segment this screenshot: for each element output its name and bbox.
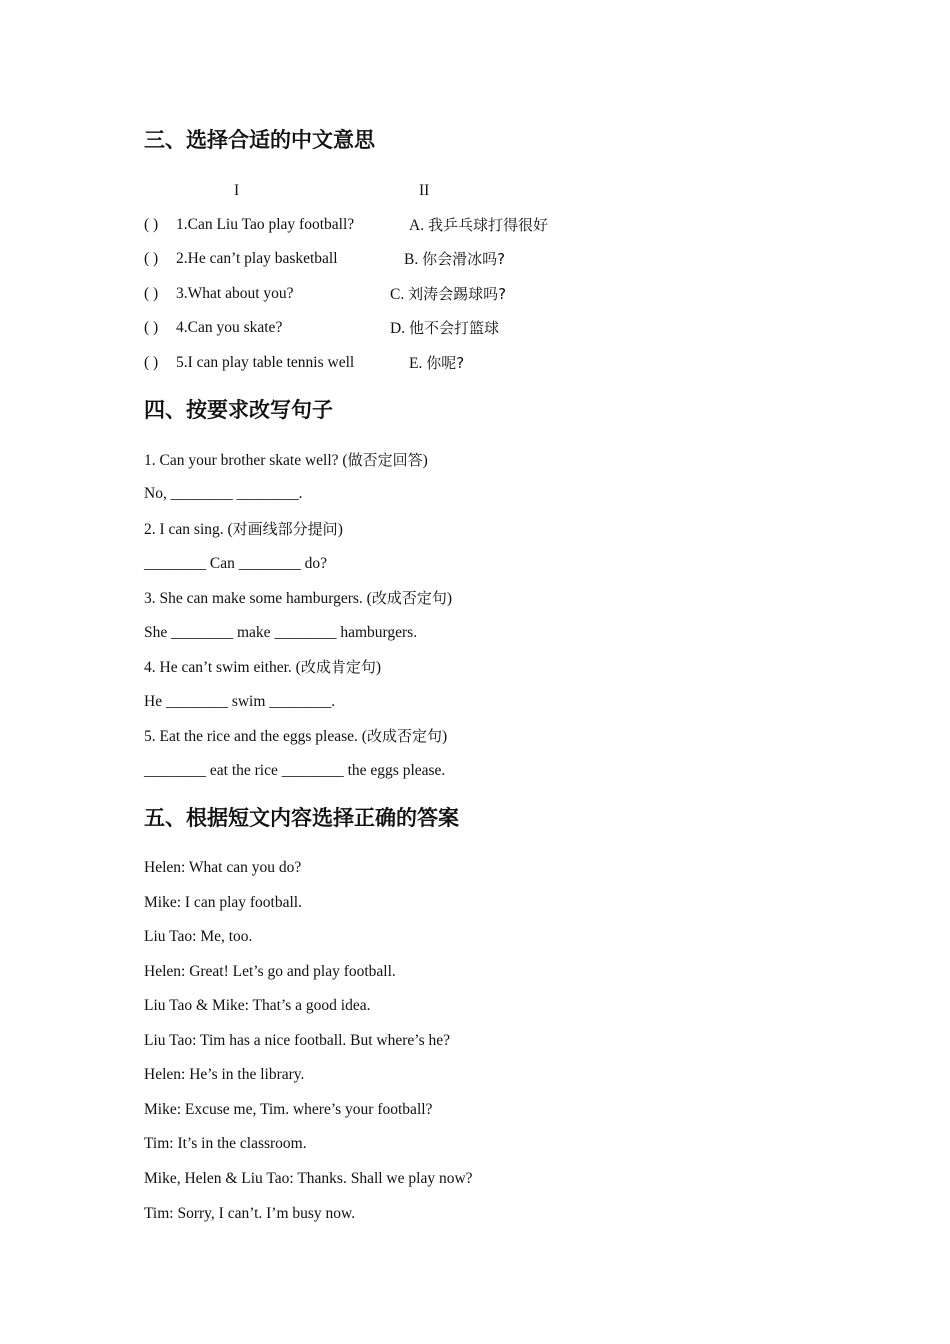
answer-blank[interactable]: ( ) (144, 216, 159, 233)
match-option-e (409, 352, 464, 375)
question-text: 2. I can sing. ( (144, 521, 233, 538)
question-text: 3.What about you? (176, 285, 294, 302)
option-letter: C. (390, 286, 405, 303)
section3-title: 三、选择合适的中文意思 (144, 128, 375, 152)
question-text: 5. Eat the rice and the eggs please. ( (144, 728, 367, 745)
dialogue-line: Mike: I can play football. (144, 894, 302, 911)
rewrite-question-3 (144, 587, 452, 610)
dialogue-line: Tim: It’s in the classroom. (144, 1135, 307, 1152)
question-text: 1. Can your brother skate well? ( (144, 452, 348, 469)
section5-title: 五、根据短文内容选择正确的答案 (144, 806, 459, 830)
rewrite-question-2 (144, 518, 343, 541)
option-text: 我乒乓球打得很好 (427, 216, 548, 234)
column-header-2: II (419, 182, 430, 199)
dialogue-line: Helen: He’s in the library. (144, 1066, 305, 1083)
question-text: 4.Can you skate? (176, 319, 283, 336)
answer-blank[interactable]: ( ) (144, 250, 159, 267)
answer-blank[interactable]: ( ) (144, 354, 159, 371)
match-option-d (390, 317, 499, 340)
match-question-1 (144, 214, 354, 236)
instruction-text: 做否定回答 (347, 451, 423, 469)
rewrite-question-5 (144, 725, 447, 748)
question-text: 1.Can Liu Tao play football? (176, 216, 355, 233)
rewrite-question-1 (144, 449, 428, 472)
option-letter: B. (404, 251, 419, 268)
question-text: 5.I can play table tennis well (176, 354, 355, 371)
answer-blank[interactable]: ( ) (144, 319, 159, 336)
instruction-text: 改成否定句 (371, 589, 447, 607)
question-text: 3. She can make some hamburgers. ( (144, 590, 372, 607)
dialogue-line: Helen: Great! Let’s go and play football. (144, 963, 396, 980)
instruction-text: 改成肯定句 (300, 658, 376, 676)
question-text: 4. He can’t swim either. ( (144, 659, 301, 676)
instruction-text: 改成否定句 (366, 727, 442, 745)
rewrite-answer-1[interactable]: No, ________ ________. (144, 485, 303, 502)
option-text: 刘涛会踢球吗? (408, 285, 507, 303)
closing-paren: ) (422, 452, 428, 469)
option-text: 你会滑冰吗? (422, 250, 506, 268)
dialogue-line: Tim: Sorry, I can’t. I’m busy now. (144, 1205, 356, 1222)
rewrite-question-4 (144, 656, 381, 679)
match-option-a (409, 214, 548, 237)
match-question-3 (144, 283, 294, 305)
dialogue-line: Liu Tao: Me, too. (144, 928, 253, 945)
rewrite-answer-4[interactable]: He ________ swim ________. (144, 693, 336, 710)
option-text: 他不会打篮球 (408, 319, 499, 337)
match-question-5 (144, 352, 354, 374)
closing-paren: ) (375, 659, 382, 676)
instruction-text: 对画线部分提问 (232, 520, 338, 538)
section4-title: 四、按要求改写句子 (144, 398, 333, 422)
option-letter: D. (390, 320, 406, 337)
question-text: 2.He can’t play basketball (176, 250, 338, 267)
dialogue-line: Mike, Helen & Liu Tao: Thanks. Shall we play now? (144, 1170, 473, 1187)
closing-paren: ) (446, 590, 453, 607)
dialogue-line: Liu Tao & Mike: That’s a good idea. (144, 997, 371, 1014)
dialogue-line: Mike: Excuse me, Tim. where’s your football? (144, 1101, 433, 1118)
rewrite-answer-3[interactable]: She ________ make ________ hamburgers. (144, 624, 418, 641)
rewrite-answer-5[interactable]: ________ eat the rice ________ the eggs please. (144, 762, 446, 779)
match-option-c (390, 283, 506, 306)
column-header-1: I (234, 182, 240, 199)
option-letter: A. (409, 217, 425, 234)
rewrite-answer-2[interactable]: ________ Can ________ do? (144, 555, 327, 572)
dialogue-line: Helen: What can you do? (144, 859, 302, 876)
closing-paren: ) (337, 521, 343, 538)
dialogue-line: Liu Tao: Tim has a nice football. But where’s he? (144, 1032, 450, 1049)
match-question-2 (144, 248, 338, 270)
option-text: 你呢? (426, 354, 465, 372)
match-option-b (404, 248, 505, 271)
answer-blank[interactable]: ( ) (144, 285, 159, 302)
option-letter: E. (409, 355, 423, 372)
closing-paren: ) (441, 728, 448, 745)
match-question-4 (144, 317, 282, 339)
